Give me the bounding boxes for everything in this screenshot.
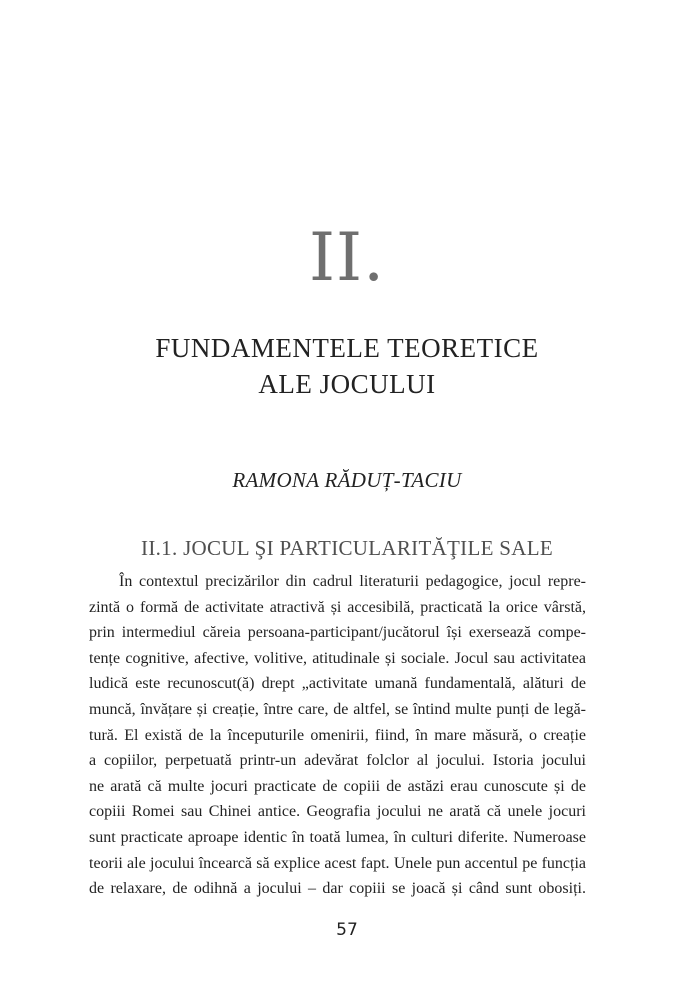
body-paragraph — [89, 569, 586, 902]
paragraph-line: tură. El există de la începuturile omenirii, fiind, în mare măsură, o creație — [89, 726, 586, 744]
paragraph-line: a copiilor, perpetuată printr-un adevărat folclor al jocului. Istoria jocului — [89, 752, 586, 770]
section-heading: II.1. JOCUL ŞI PARTICULARITĂŢILE SALE — [141, 536, 553, 560]
paragraph-line: În contextul precizărilor din cadrul literaturii pedagogice, jocul repre- — [119, 573, 586, 590]
paragraph-line: zintă o formă de activitate atractivă și accesibilă, practicată la orice vârstă, — [89, 598, 586, 616]
paragraph-line: sunt practicate aproape identic în toată lumea, în culturi diferite. Numeroase — [89, 828, 586, 846]
page-number: 57 — [336, 920, 358, 940]
paragraph-line: teorii ale jocului încearcă să explice acest fapt. Unele pun accentul pe funcția — [89, 854, 586, 872]
chapter-title-line: ALE JOCULUI — [258, 369, 436, 399]
chapter-title — [0, 330, 694, 402]
chapter-number: II. — [308, 219, 386, 296]
chapter-title-line: FUNDAMENTELE TEORETICE — [155, 333, 539, 363]
paragraph-line: ne arată că multe jocuri practicate de copiii de astăzi erau cunoscute și de — [89, 777, 586, 795]
chapter-author: RAMONA RĂDUȚ-TACIU — [232, 468, 462, 492]
paragraph-line: de relaxare, de odihnă a jocului – dar copiii se joacă și când sunt obosiți. — [89, 880, 586, 898]
paragraph-line: ludică este recunoscut(ă) drept „activitate umană fundamentală, alături de — [89, 675, 586, 693]
paragraph-line: muncă, învățare și creație, între care, de altfel, se întind multe punți de legă- — [89, 700, 586, 718]
paragraph-line: tențe cognitive, afective, volitive, atitudinale și sociale. Jocul sau activitatea — [89, 649, 586, 667]
paragraph-line: prin intermediul căreia persoana-participant/jucătorul își exersează compe- — [89, 624, 586, 642]
paragraph-line: copiii Romei sau Chinei antice. Geografia jocului ne arată că unele jocuri — [89, 803, 586, 821]
